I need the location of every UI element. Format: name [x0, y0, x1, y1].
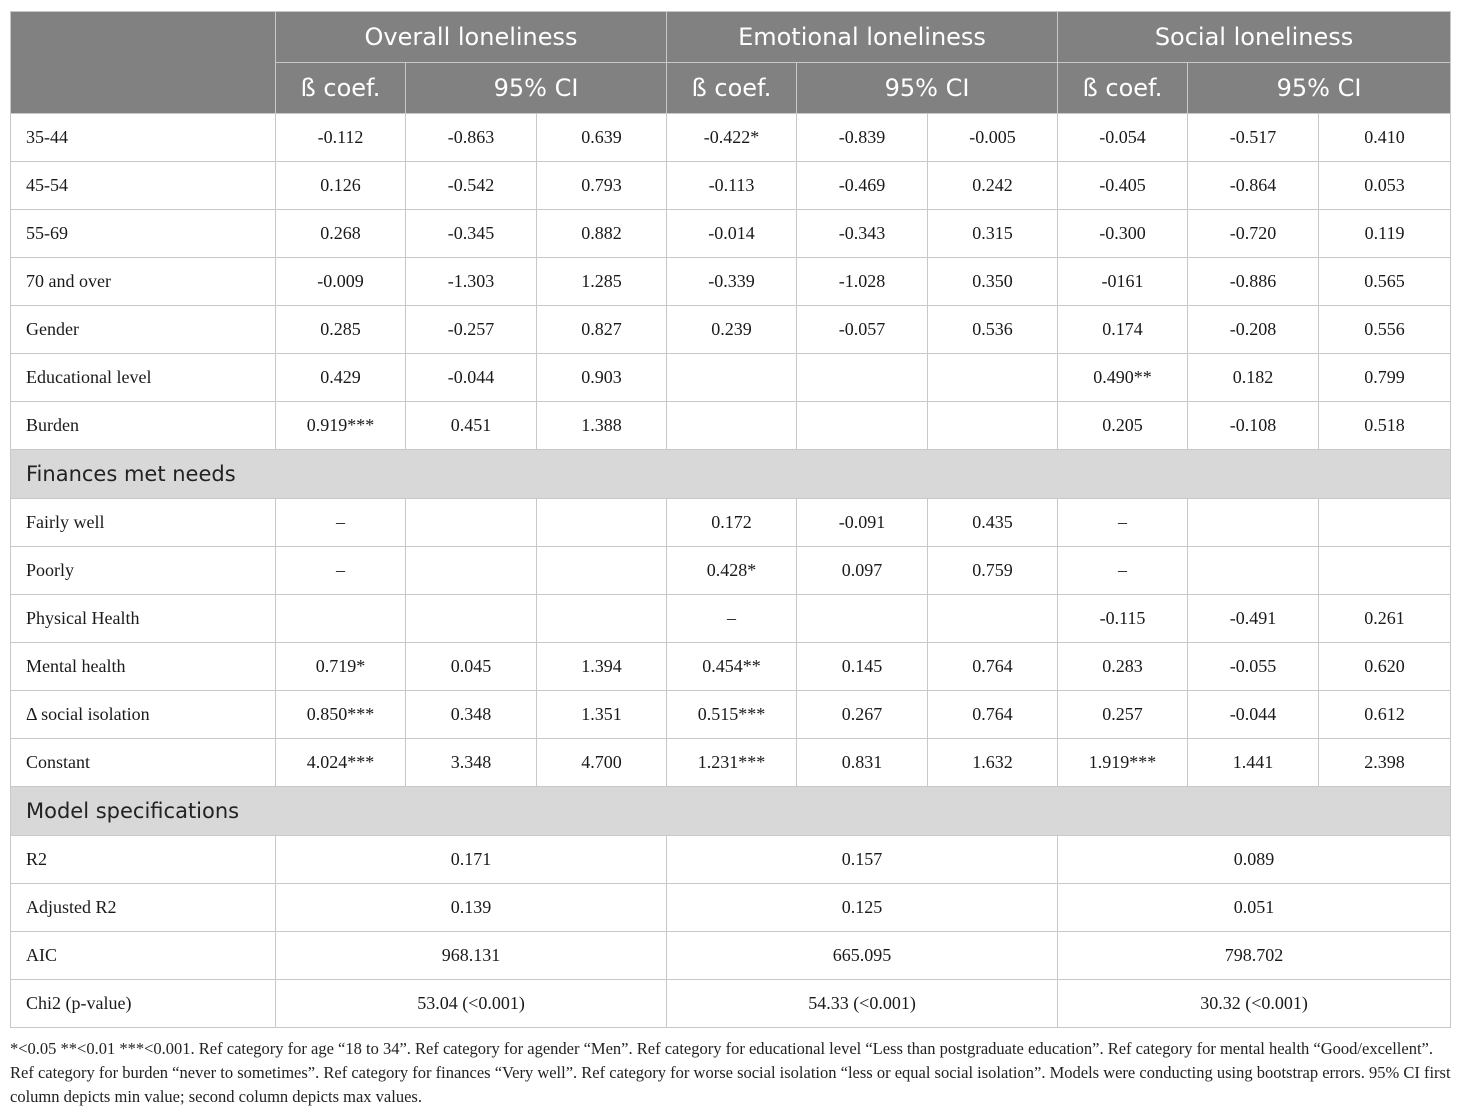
table-cell: -0.014: [667, 210, 797, 258]
table-row: [11, 884, 1451, 932]
table-cell: 0.764: [928, 691, 1058, 739]
row-label: AIC: [11, 932, 276, 980]
table-cell: -0.044: [406, 354, 537, 402]
table-cell: -0.839: [797, 114, 928, 162]
table-cell: -0.864: [1188, 162, 1319, 210]
table-row: [11, 980, 1451, 1028]
table-cell: 0.428*: [667, 547, 797, 595]
table-row: [11, 162, 1451, 210]
table-cell: -0.491: [1188, 595, 1319, 643]
table-cell: 3.348: [406, 739, 537, 787]
row-label: Chi2 (p-value): [11, 980, 276, 1028]
table-cell: 0.518: [1319, 402, 1451, 450]
table-cell: 1.919***: [1058, 739, 1188, 787]
table-cell: [1319, 547, 1451, 595]
table-cell: 0.315: [928, 210, 1058, 258]
header-emotional: Emotional loneliness: [667, 12, 1058, 63]
table-cell: -0.091: [797, 499, 928, 547]
section-header-model: [11, 787, 1451, 836]
table-cell: -0161: [1058, 258, 1188, 306]
header-corner: [11, 12, 276, 114]
table-cell: 0.793: [537, 162, 667, 210]
row-label: 35-44: [11, 114, 276, 162]
section-title: Model specifications: [11, 787, 1451, 836]
row-label: Gender: [11, 306, 276, 354]
table-cell: 0.799: [1319, 354, 1451, 402]
row-label: 45-54: [11, 162, 276, 210]
row-label: Fairly well: [11, 499, 276, 547]
table-row: [11, 354, 1451, 402]
table-cell: 4.024***: [276, 739, 406, 787]
table-cell: -0.863: [406, 114, 537, 162]
table-cell: 4.700: [537, 739, 667, 787]
table-cell: [537, 547, 667, 595]
header-coef: ß coef.: [667, 63, 797, 114]
table-cell: 0.719*: [276, 643, 406, 691]
table-cell: [276, 595, 406, 643]
table-cell: 0.053: [1319, 162, 1451, 210]
row-label: Poorly: [11, 547, 276, 595]
table-cell: 0.257: [1058, 691, 1188, 739]
table-row: [11, 739, 1451, 787]
table-cell: 0.205: [1058, 402, 1188, 450]
table-cell: –: [276, 499, 406, 547]
table-row: [11, 306, 1451, 354]
table-cell: 0.268: [276, 210, 406, 258]
header-coef: ß coef.: [1058, 63, 1188, 114]
table-cell: [1188, 499, 1319, 547]
table-cell: 0.827: [537, 306, 667, 354]
header-coef: ß coef.: [276, 63, 406, 114]
table-row: [11, 114, 1451, 162]
table-cell: 0.435: [928, 499, 1058, 547]
table-cell: -0.115: [1058, 595, 1188, 643]
table-row: [11, 643, 1451, 691]
table-cell: -0.300: [1058, 210, 1188, 258]
table-cell: -0.108: [1188, 402, 1319, 450]
table-cell: 0.536: [928, 306, 1058, 354]
table-cell: 0.172: [667, 499, 797, 547]
table-cell: 1.632: [928, 739, 1058, 787]
table-cell: 0.174: [1058, 306, 1188, 354]
table-cell: 0.283: [1058, 643, 1188, 691]
row-label: Constant: [11, 739, 276, 787]
table-cell: [928, 354, 1058, 402]
row-label: Δ social isolation: [11, 691, 276, 739]
table-cell: [1188, 547, 1319, 595]
row-label: Physical Health: [11, 595, 276, 643]
table-cell: [797, 595, 928, 643]
table-cell: 54.33 (<0.001): [667, 980, 1058, 1028]
row-label: 55-69: [11, 210, 276, 258]
table-cell: 0.089: [1058, 836, 1451, 884]
table-cell: [928, 595, 1058, 643]
header-overall: Overall loneliness: [276, 12, 667, 63]
table-cell: [1319, 499, 1451, 547]
table-cell: 0.139: [276, 884, 667, 932]
table-cell: -0.886: [1188, 258, 1319, 306]
table-cell: -0.257: [406, 306, 537, 354]
table-cell: 53.04 (<0.001): [276, 980, 667, 1028]
table-cell: 1.351: [537, 691, 667, 739]
table-row: [11, 210, 1451, 258]
table-row: [11, 836, 1451, 884]
table-row: [11, 402, 1451, 450]
table-cell: -0.057: [797, 306, 928, 354]
table-footnote: *<0.05 **<0.01 ***<0.001. Ref category for age “18 to 34”. Ref category for agender “Men”. Ref category for educational level “Less than postgraduate education”. Ref category for mental health “Good/excellent”. Ref category for burden “never to sometimes”. Ref category for finances “Very well”. Ref category for worse social isolation “less or equal social isolation”. Models were conducting using bootstrap errors. 95% CI first column depicts min value; second column depicts max values.: [10, 1039, 1451, 1106]
table-cell: -0.005: [928, 114, 1058, 162]
table-cell: 0.145: [797, 643, 928, 691]
table-cell: -0.517: [1188, 114, 1319, 162]
table-cell: 0.045: [406, 643, 537, 691]
table-cell: 0.764: [928, 643, 1058, 691]
header-ci: 95% CI: [1188, 63, 1451, 114]
table-cell: [667, 402, 797, 450]
row-label: Burden: [11, 402, 276, 450]
table-cell: 0.620: [1319, 643, 1451, 691]
table-cell: 0.919***: [276, 402, 406, 450]
table-cell: 0.348: [406, 691, 537, 739]
header-social: Social loneliness: [1058, 12, 1451, 63]
table-cell: 0.451: [406, 402, 537, 450]
header-ci: 95% CI: [406, 63, 667, 114]
table-cell: [406, 547, 537, 595]
table-cell: 0.556: [1319, 306, 1451, 354]
table-row: [11, 932, 1451, 980]
table-cell: 1.285: [537, 258, 667, 306]
table-cell: -0.345: [406, 210, 537, 258]
table-row: [11, 547, 1451, 595]
table-cell: 0.051: [1058, 884, 1451, 932]
table-cell: 665.095: [667, 932, 1058, 980]
table-cell: 0.565: [1319, 258, 1451, 306]
table-cell: 0.490**: [1058, 354, 1188, 402]
table-cell: [537, 595, 667, 643]
table-cell: 0.267: [797, 691, 928, 739]
table-cell: 0.125: [667, 884, 1058, 932]
table-cell: -0.339: [667, 258, 797, 306]
table-cell: 30.32 (<0.001): [1058, 980, 1451, 1028]
table-cell: [537, 499, 667, 547]
table-cell: 0.612: [1319, 691, 1451, 739]
table-cell: -0.044: [1188, 691, 1319, 739]
table-cell: 0.119: [1319, 210, 1451, 258]
table-row: [11, 499, 1451, 547]
table-cell: 1.231***: [667, 739, 797, 787]
table-cell: 0.261: [1319, 595, 1451, 643]
table-header: [11, 12, 1451, 114]
table-cell: [667, 354, 797, 402]
row-label: Adjusted R2: [11, 884, 276, 932]
table-row: [11, 258, 1451, 306]
table-cell: –: [276, 547, 406, 595]
table-cell: [406, 595, 537, 643]
table-cell: 1.394: [537, 643, 667, 691]
table-cell: -0.009: [276, 258, 406, 306]
table-cell: [928, 402, 1058, 450]
row-label: 70 and over: [11, 258, 276, 306]
table-cell: –: [1058, 499, 1188, 547]
table-cell: -0.112: [276, 114, 406, 162]
table-cell: 0.429: [276, 354, 406, 402]
table-cell: 0.097: [797, 547, 928, 595]
table-cell: 0.454**: [667, 643, 797, 691]
table-cell: -0.469: [797, 162, 928, 210]
table-cell: [797, 354, 928, 402]
table-cell: 0.903: [537, 354, 667, 402]
row-label: Mental health: [11, 643, 276, 691]
table-cell: 968.131: [276, 932, 667, 980]
section-title: Finances met needs: [11, 450, 1451, 499]
table-row: [11, 691, 1451, 739]
table-cell: -0.422*: [667, 114, 797, 162]
table-cell: 0.157: [667, 836, 1058, 884]
table-cell: 0.182: [1188, 354, 1319, 402]
table-cell: –: [667, 595, 797, 643]
table-cell: 0.285: [276, 306, 406, 354]
table-cell: -0.343: [797, 210, 928, 258]
regression-table: [10, 11, 1451, 1028]
table-cell: 0.242: [928, 162, 1058, 210]
table-cell: -0.542: [406, 162, 537, 210]
table-cell: 0.759: [928, 547, 1058, 595]
table-row: [11, 595, 1451, 643]
table-cell: 0.239: [667, 306, 797, 354]
table-cell: 0.350: [928, 258, 1058, 306]
row-label: R2: [11, 836, 276, 884]
table-cell: 0.515***: [667, 691, 797, 739]
table-cell: [406, 499, 537, 547]
table-cell: 1.388: [537, 402, 667, 450]
table-cell: -0.054: [1058, 114, 1188, 162]
header-ci: 95% CI: [797, 63, 1058, 114]
table-cell: 0.126: [276, 162, 406, 210]
table-cell: -0.055: [1188, 643, 1319, 691]
row-label: Educational level: [11, 354, 276, 402]
table-cell: -0.113: [667, 162, 797, 210]
table-cell: 0.882: [537, 210, 667, 258]
table-cell: 0.639: [537, 114, 667, 162]
section-header-finances: [11, 450, 1451, 499]
table-cell: 0.171: [276, 836, 667, 884]
table-cell: -0.720: [1188, 210, 1319, 258]
table-cell: -0.208: [1188, 306, 1319, 354]
table-cell: –: [1058, 547, 1188, 595]
table-cell: 798.702: [1058, 932, 1451, 980]
table-cell: 0.831: [797, 739, 928, 787]
table-cell: -0.405: [1058, 162, 1188, 210]
table-cell: 0.850***: [276, 691, 406, 739]
table-cell: -1.303: [406, 258, 537, 306]
table-cell: [797, 402, 928, 450]
table-cell: 2.398: [1319, 739, 1451, 787]
table-cell: 1.441: [1188, 739, 1319, 787]
table-cell: -1.028: [797, 258, 928, 306]
table-cell: 0.410: [1319, 114, 1451, 162]
